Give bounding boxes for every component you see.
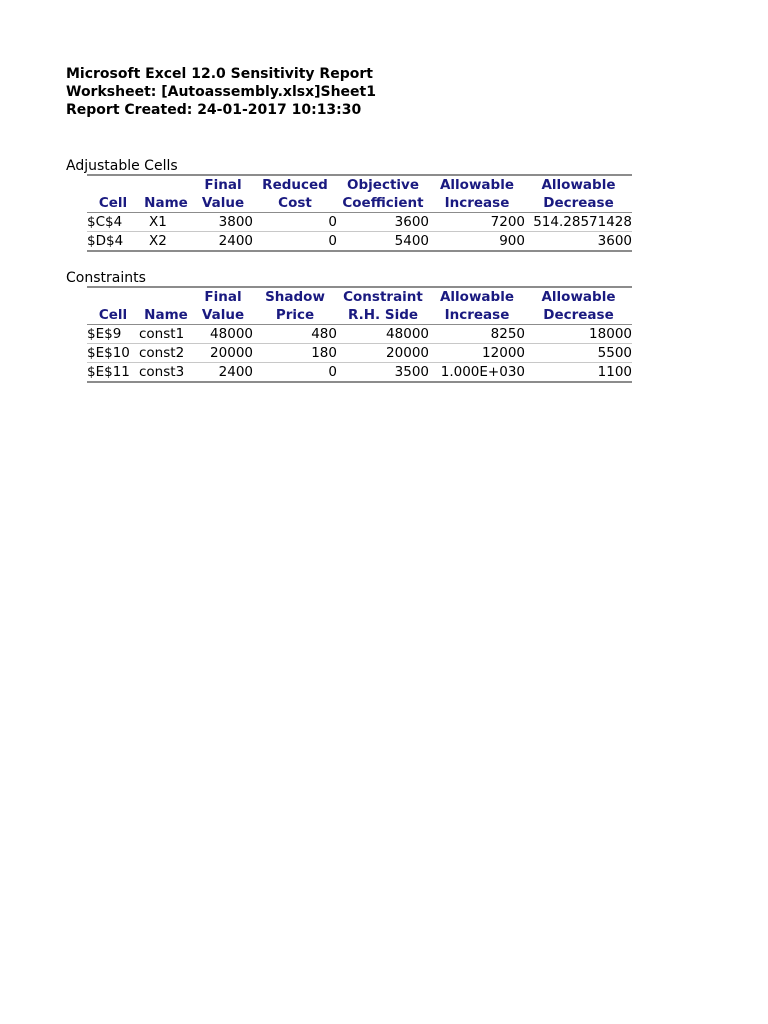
cell-allowable-increase: 1.000E+030 [429, 363, 525, 383]
header-cell: Cell [87, 306, 139, 325]
header-cost: Cost [253, 194, 337, 213]
cell-objective-coefficient: 5400 [337, 232, 429, 252]
report-created: Report Created: 24-01-2017 10:13:30 [66, 102, 362, 118]
cell-constraint-rh-side: 48000 [337, 325, 429, 344]
cell-ref: $D$4 [87, 232, 139, 252]
header-top: Allowable [429, 287, 525, 306]
header-coefficient: Coefficient [337, 194, 429, 213]
cell-name: const2 [139, 344, 193, 363]
cell-objective-coefficient: 3600 [337, 213, 429, 232]
cell-allowable-decrease: 5500 [525, 344, 632, 363]
header-top: Allowable [525, 175, 632, 194]
header-decrease: Decrease [525, 194, 632, 213]
cell-allowable-decrease: 3600 [525, 232, 632, 252]
table-row [87, 344, 632, 363]
header-cell: Cell [87, 194, 139, 213]
header-top [139, 287, 193, 306]
cell-allowable-decrease: 514.28571428 [525, 213, 632, 232]
cell-allowable-decrease: 18000 [525, 325, 632, 344]
cell-allowable-increase: 12000 [429, 344, 525, 363]
header-top: Reduced [253, 175, 337, 194]
header-rh-side: R.H. Side [337, 306, 429, 325]
header-top [87, 287, 139, 306]
cell-ref: $E$9 [87, 325, 139, 344]
header-value: Value [193, 194, 253, 213]
header-top: Allowable [429, 175, 525, 194]
adjustable-cells-label: Adjustable Cells [66, 158, 178, 174]
cell-final-value: 20000 [193, 344, 253, 363]
cell-ref: $E$10 [87, 344, 139, 363]
report-title: Microsoft Excel 12.0 Sensitivity Report [66, 66, 373, 82]
cell-name: X2 [139, 232, 193, 252]
header-top: Final [193, 287, 253, 306]
header-decrease: Decrease [525, 306, 632, 325]
header-top: Allowable [525, 287, 632, 306]
header-top: Objective [337, 175, 429, 194]
header-top [87, 175, 139, 194]
header-value: Value [193, 306, 253, 325]
cell-shadow-price: 0 [253, 363, 337, 383]
cell-ref: $E$11 [87, 363, 139, 383]
cell-constraint-rh-side: 3500 [337, 363, 429, 383]
header-top [139, 175, 193, 194]
header-price: Price [253, 306, 337, 325]
cell-reduced-cost: 0 [253, 232, 337, 252]
constraints-table [87, 286, 632, 383]
header-increase: Increase [429, 306, 525, 325]
cell-final-value: 2400 [193, 363, 253, 383]
cell-final-value: 2400 [193, 232, 253, 252]
cell-allowable-increase: 900 [429, 232, 525, 252]
adjustable-cells-table [87, 174, 632, 252]
cell-shadow-price: 480 [253, 325, 337, 344]
cell-allowable-increase: 7200 [429, 213, 525, 232]
cell-allowable-decrease: 1100 [525, 363, 632, 383]
header-name: Name [139, 306, 193, 325]
header-top: Shadow [253, 287, 337, 306]
table-row [87, 363, 632, 383]
report-worksheet: Worksheet: [Autoassembly.xlsx]Sheet1 [66, 84, 376, 100]
table-row [87, 213, 632, 232]
table-row [87, 325, 632, 344]
cell-name: const3 [139, 363, 193, 383]
header-top: Constraint [337, 287, 429, 306]
cell-ref: $C$4 [87, 213, 139, 232]
cell-name: const1 [139, 325, 193, 344]
table-row [87, 232, 632, 252]
cell-allowable-increase: 8250 [429, 325, 525, 344]
header-name: Name [139, 194, 193, 213]
cell-name: X1 [139, 213, 193, 232]
constraints-label: Constraints [66, 270, 146, 286]
cell-reduced-cost: 0 [253, 213, 337, 232]
cell-final-value: 48000 [193, 325, 253, 344]
cell-shadow-price: 180 [253, 344, 337, 363]
cell-final-value: 3800 [193, 213, 253, 232]
header-increase: Increase [429, 194, 525, 213]
header-top: Final [193, 175, 253, 194]
cell-constraint-rh-side: 20000 [337, 344, 429, 363]
